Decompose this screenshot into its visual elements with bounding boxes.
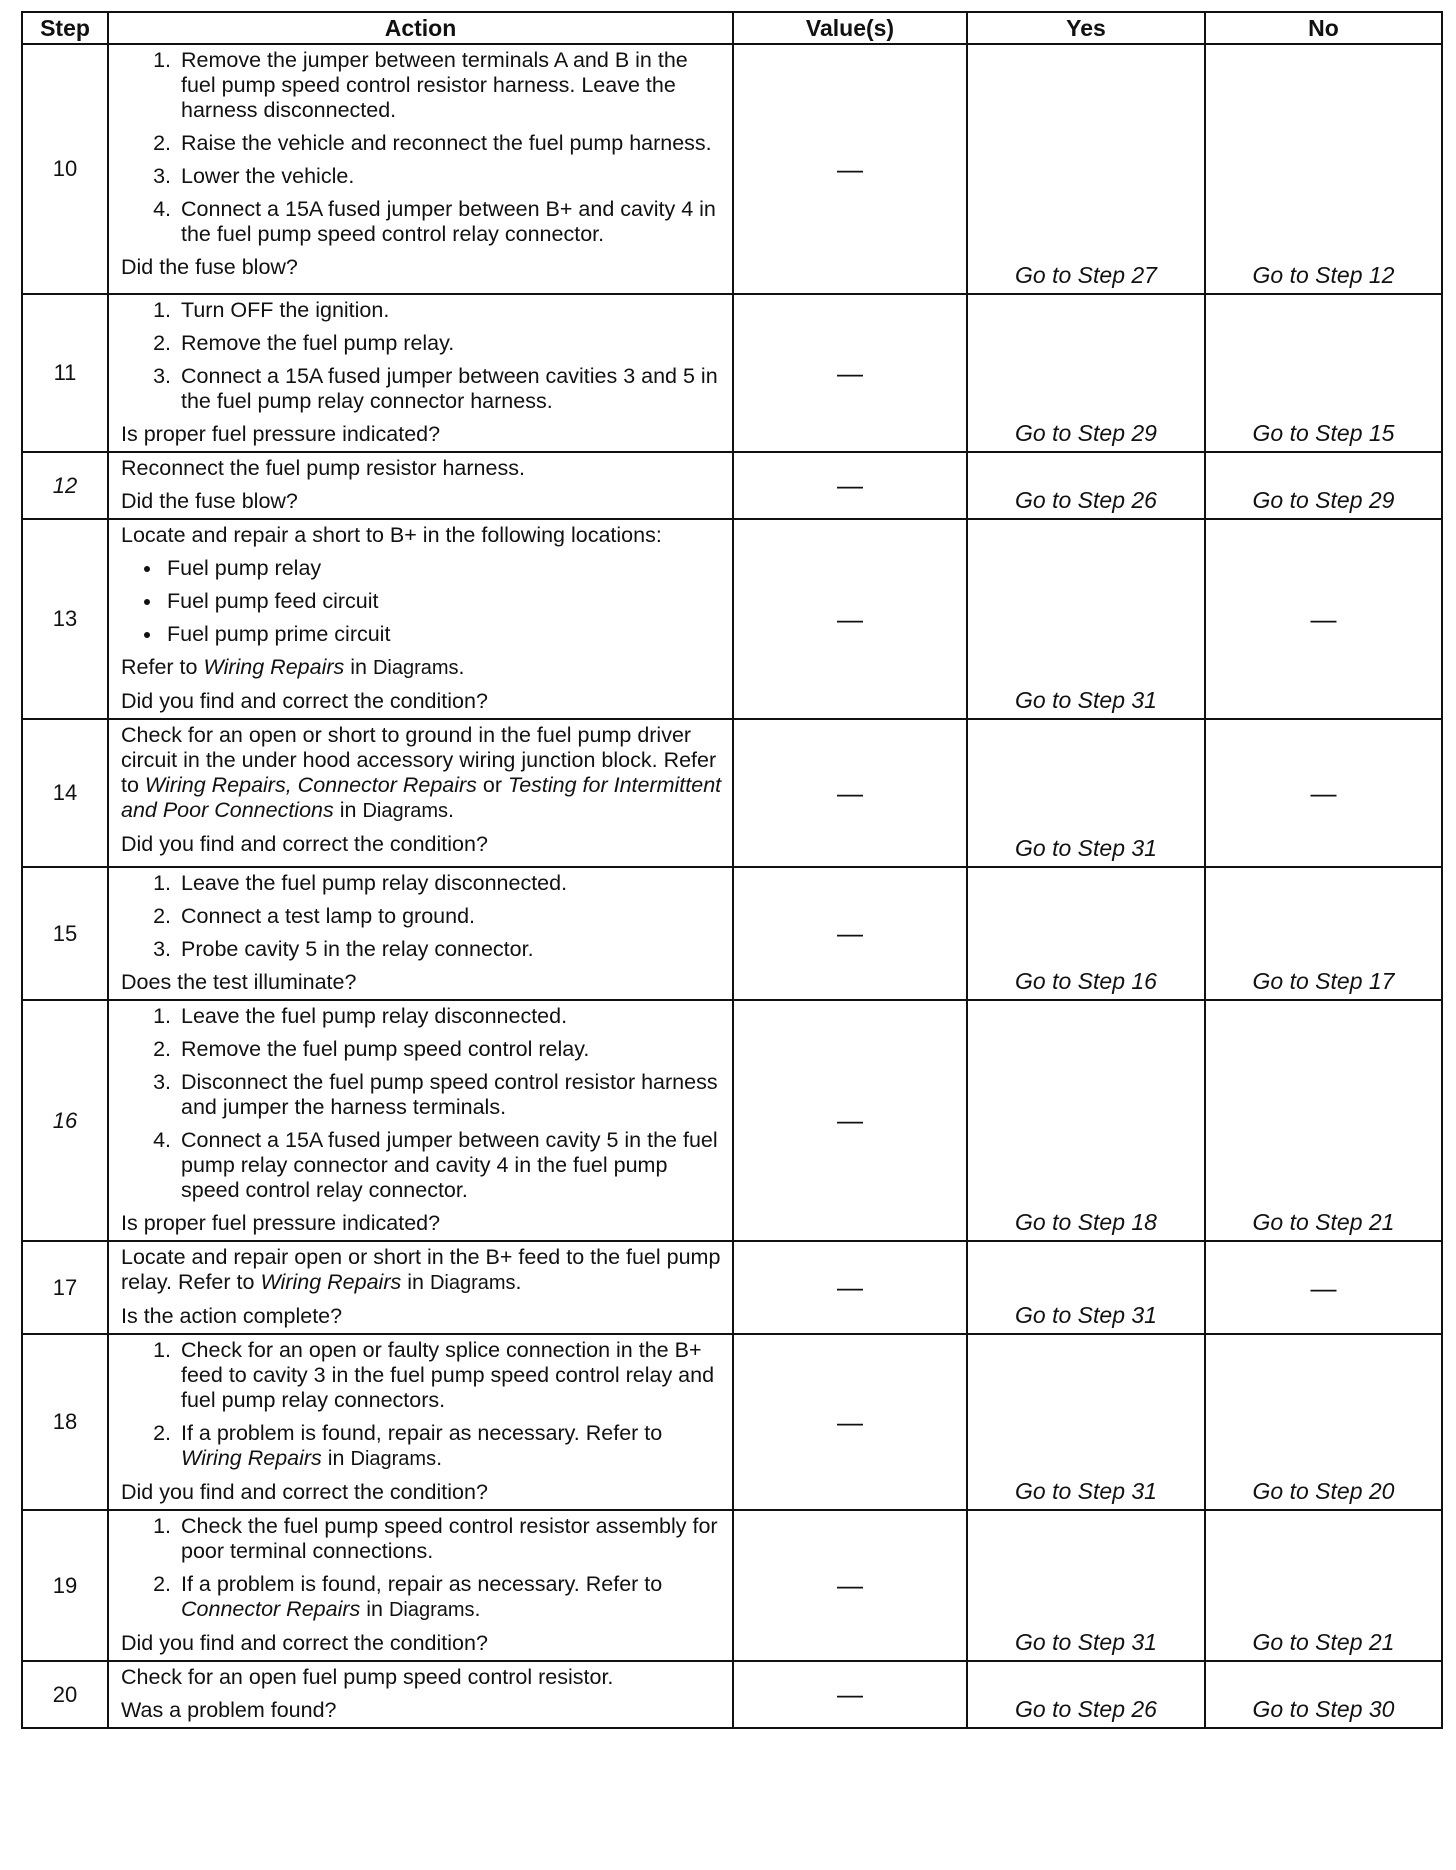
value-cell: — [733, 519, 967, 719]
table-row [22, 1000, 1442, 1241]
location-item: • Fuel pump prime circuit [163, 622, 724, 647]
action-cell [108, 1510, 733, 1661]
action-step: 1. Turn OFF the ignition. [177, 298, 724, 323]
no-cell: Go to Step 17 [1205, 867, 1442, 1000]
step-number: 15 [22, 867, 108, 1000]
value-cell: — [733, 867, 967, 1000]
action-step: 2. If a problem is found, repair as necessary. Refer to Connector Repairs in Diagrams. [177, 1572, 724, 1623]
wiring-repairs-ref: Wiring Repairs [181, 1446, 322, 1470]
in-text: in [407, 1270, 424, 1294]
action-step: 3. Lower the vehicle. [177, 164, 724, 189]
action-step: 3. Probe cavity 5 in the relay connector. [177, 937, 724, 962]
yes-cell: Go to Step 31 [967, 1241, 1205, 1334]
action-step: 2. Remove the fuel pump relay. [177, 331, 724, 356]
in-text: in [366, 1597, 383, 1621]
action-question: Was a problem found? [121, 1698, 337, 1722]
action-question: Did you find and correct the condition? [121, 1480, 488, 1504]
no-cell: Go to Step 12 [1205, 44, 1442, 294]
action-cell [108, 1661, 733, 1728]
diagrams-ref: Diagrams [350, 1448, 437, 1470]
step-number: 17 [22, 1241, 108, 1334]
action-question: Did you find and correct the condition? [121, 832, 488, 856]
action-question: Did you find and correct the condition? [121, 1631, 488, 1655]
action-steps [121, 1338, 724, 1472]
value-cell: — [733, 1510, 967, 1661]
refer-to-text: Refer to [585, 1421, 663, 1445]
yes-cell: Go to Step 31 [967, 1510, 1205, 1661]
action-steps [121, 48, 724, 247]
action-text: Reconnect the fuel pump resistor harness. [121, 456, 525, 480]
no-cell: Go to Step 29 [1205, 452, 1442, 519]
yes-cell: Go to Step 26 [967, 1661, 1205, 1728]
no-cell: — [1205, 1241, 1442, 1334]
action-step: 2. Raise the vehicle and reconnect the fuel pump harness. [177, 131, 724, 156]
refer-to-text: Refer to [121, 655, 198, 679]
action-question: Is proper fuel pressure indicated? [121, 422, 441, 446]
action-step-text: If a problem is found, repair as necessary. [181, 1421, 580, 1445]
no-cell: Go to Step 21 [1205, 1510, 1442, 1661]
action-question: Did you find and correct the condition? [121, 689, 488, 713]
action-intro: Locate and repair a short to B+ in the following locations: [121, 523, 662, 547]
action-question: Is the action complete? [121, 1304, 343, 1328]
action-step: 2. If a problem is found, repair as necessary. Refer to Wiring Repairs in Diagrams. [177, 1421, 724, 1472]
location-list [121, 556, 724, 647]
action-step: 4. Connect a 15A fused jumper between cavity 5 in the fuel pump relay connector and cavity 4 in the fuel pump speed control relay connector. [177, 1128, 724, 1203]
table-header-row [22, 12, 1442, 44]
yes-cell: Go to Step 16 [967, 867, 1205, 1000]
step-number: 11 [22, 294, 108, 452]
step-number: 16 [22, 1000, 108, 1241]
value-cell: — [733, 294, 967, 452]
action-step: 3. Disconnect the fuel pump speed control resistor harness and jumper the harness terminals. [177, 1070, 724, 1120]
wiring-repairs-ref: Wiring Repairs [260, 1270, 402, 1294]
step-number: 12 [22, 452, 108, 519]
table-row [22, 719, 1442, 867]
location-item: • Fuel pump relay [163, 556, 724, 581]
step-number: 13 [22, 519, 108, 719]
action-cell [108, 44, 733, 294]
action-step: 1. Leave the fuel pump relay disconnected. [177, 1004, 724, 1029]
action-question: Does the test illuminate? [121, 970, 357, 994]
no-cell: Go to Step 15 [1205, 294, 1442, 452]
yes-cell: Go to Step 31 [967, 519, 1205, 719]
testing-intermittent-ref: Testing for Intermittent and Poor Connections [121, 773, 722, 822]
action-cell [108, 719, 733, 867]
action-text: Locate and repair open or short in the B+ feed to the fuel pump relay. Refer to Wiring Repairs in Diagrams. [121, 1245, 721, 1294]
no-cell: Go to Step 30 [1205, 1661, 1442, 1728]
header-yes: Yes [967, 12, 1205, 44]
yes-cell: Go to Step 31 [967, 1334, 1205, 1510]
table-row [22, 1241, 1442, 1334]
action-question: Did the fuse blow? [121, 255, 298, 279]
diagrams-ref: Diagrams [372, 657, 459, 679]
refer-to-text: Refer to [121, 748, 717, 797]
diagrams-ref: Diagrams [429, 1272, 516, 1294]
action-step-text: If a problem is found, repair as necessary. [181, 1572, 580, 1596]
wiring-repairs-ref: Wiring Repairs [144, 773, 286, 797]
action-text-main: Check for an open or short to ground in the fuel pump driver circuit in the under hood accessory wiring junction block. [121, 723, 692, 772]
no-cell: — [1205, 519, 1442, 719]
action-question: Did the fuse blow? [121, 489, 298, 513]
yes-cell: Go to Step 18 [967, 1000, 1205, 1241]
action-steps [121, 1004, 724, 1203]
yes-cell: Go to Step 27 [967, 44, 1205, 294]
value-cell: — [733, 1000, 967, 1241]
action-cell [108, 1000, 733, 1241]
refer-to-text: Refer to [177, 1270, 255, 1294]
diagnostic-table-page [21, 11, 1441, 1857]
value-cell: — [733, 719, 967, 867]
action-cell [108, 294, 733, 452]
step-number: 20 [22, 1661, 108, 1728]
diagnostic-table [21, 11, 1443, 1729]
action-question: Is proper fuel pressure indicated? [121, 1211, 441, 1235]
no-cell: — [1205, 719, 1442, 867]
diagrams-ref: Diagrams [388, 1599, 475, 1621]
wiring-repairs-ref: Wiring Repairs [203, 655, 345, 679]
table-row [22, 452, 1442, 519]
action-step: 1. Leave the fuel pump relay disconnected. [177, 871, 724, 896]
refer-to-text: Refer to [585, 1572, 663, 1596]
action-cell [108, 519, 733, 719]
value-cell: — [733, 1661, 967, 1728]
value-cell: — [733, 44, 967, 294]
connector-repairs-ref: Connector Repairs [297, 773, 477, 797]
table-row [22, 1510, 1442, 1661]
header-values: Value(s) [733, 12, 967, 44]
or-text: or [482, 773, 503, 797]
header-action: Action [108, 12, 733, 44]
yes-cell: Go to Step 31 [967, 719, 1205, 867]
diagrams-ref: Diagrams [362, 800, 449, 822]
action-step: 1. Remove the jumper between terminals A and B in the fuel pump speed control resistor harness. Leave the harness disconnected. [177, 48, 724, 123]
yes-cell: Go to Step 29 [967, 294, 1205, 452]
connector-repairs-ref: Connector Repairs [181, 1597, 361, 1621]
table-row [22, 519, 1442, 719]
no-cell: Go to Step 21 [1205, 1000, 1442, 1241]
step-number: 18 [22, 1334, 108, 1510]
value-cell: — [733, 452, 967, 519]
step-number: 10 [22, 44, 108, 294]
value-cell: — [733, 1241, 967, 1334]
table-row [22, 294, 1442, 452]
table-row [22, 867, 1442, 1000]
action-steps [121, 298, 724, 414]
action-cell [108, 1334, 733, 1510]
action-cell [108, 867, 733, 1000]
in-text: in [339, 798, 357, 822]
value-cell: — [733, 1334, 967, 1510]
action-step: 3. Connect a 15A fused jumper between cavities 3 and 5 in the fuel pump relay connector harness. [177, 364, 724, 414]
action-cell [108, 452, 733, 519]
header-no: No [1205, 12, 1442, 44]
action-step: 4. Connect a 15A fused jumper between B+ and cavity 4 in the fuel pump speed control relay connector. [177, 197, 724, 247]
header-step: Step [22, 12, 108, 44]
action-cell [108, 1241, 733, 1334]
action-steps [121, 871, 724, 962]
location-item: • Fuel pump feed circuit [163, 589, 724, 614]
reference-line: Refer to Wiring Repairs in Diagrams. [121, 655, 465, 679]
table-row [22, 1334, 1442, 1510]
action-step: 1. Check the fuel pump speed control resistor assembly for poor terminal connections. [177, 1514, 724, 1564]
action-text: Check for an open fuel pump speed control resistor. [121, 1665, 614, 1689]
in-text: in [350, 655, 367, 679]
table-row [22, 44, 1442, 294]
action-step: 1. Check for an open or faulty splice connection in the B+ feed to cavity 3 in the fuel pump speed control relay and fuel pump relay connectors. [177, 1338, 724, 1413]
action-text-main: Locate and repair open or short in the B+ feed to the fuel pump relay. [121, 1245, 721, 1294]
action-step: 2. Connect a test lamp to ground. [177, 904, 724, 929]
in-text: in [327, 1446, 345, 1470]
action-step: 2. Remove the fuel pump speed control relay. [177, 1037, 724, 1062]
action-text: Check for an open or short to ground in the fuel pump driver circuit in the under hood accessory wiring junction block. Refer to Wiring Repairs, Connector Repairs or Testing for Intermittent and Poor Connections in Diagrams. [121, 723, 722, 822]
step-number: 19 [22, 1510, 108, 1661]
no-cell: Go to Step 20 [1205, 1334, 1442, 1510]
table-row [22, 1661, 1442, 1728]
action-steps [121, 1514, 724, 1623]
step-number: 14 [22, 719, 108, 867]
yes-cell: Go to Step 26 [967, 452, 1205, 519]
